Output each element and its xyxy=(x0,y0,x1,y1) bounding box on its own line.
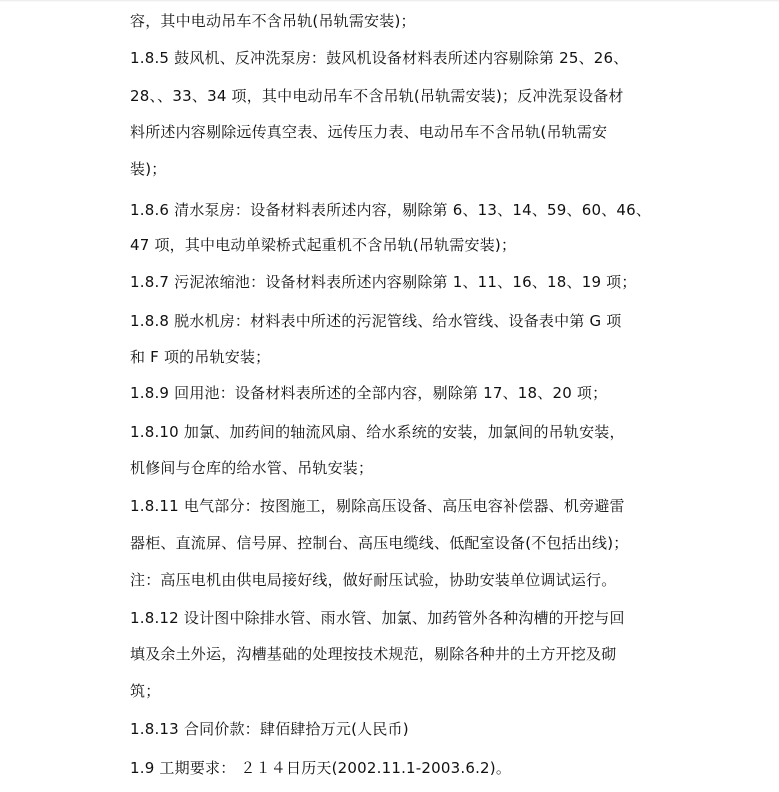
text-line: 1.8.5 鼓风机、反冲洗泵房：鼓风机设备材料表所述内容剔除第 25、26、 xyxy=(130,49,629,67)
text-line: 容，其中电动吊车不含吊轨(吊轨需安装)； xyxy=(130,12,416,30)
text-line: 填及余土外运，沟槽基础的处理按技术规范，剔除各种井的土方开挖及砌 xyxy=(130,645,617,663)
text-line: 1.8.8 脱水机房：材料表中所述的污泥管线、给水管线、设备表中第 G 项 xyxy=(130,312,622,330)
text-line: 和 F 项的吊轨安装； xyxy=(130,348,271,366)
text-line: 1.8.7 污泥浓缩池：设备材料表所述内容剔除第 1、11、16、18、19 项； xyxy=(130,273,637,291)
text-line: 1.8.10 加氯、加药间的轴流风扇、给水系统的安装，加氯间的吊轨安装， xyxy=(130,423,625,441)
text-line: 28、、33、34 项，其中电动吊车不含吊轨(吊轨需安装)；反冲洗泵设备材 xyxy=(130,87,624,105)
text-line: 1.8.11 电气部分：按图施工，剔除高压设备、高压电容补偿器、机旁避雷 xyxy=(130,497,625,515)
text-line: 47 项，其中电动单梁桥式起重机不含吊轨(吊轨需安装)； xyxy=(130,236,517,254)
text-line: 1.8.6 清水泵房：设备材料表所述内容，剔除第 6、13、14、59、60、46、 xyxy=(130,201,652,219)
text-line: 装)； xyxy=(130,160,167,178)
text-line: 1.8.12 设计图中除排水管、雨水管、加氯、加药管外各种沟槽的开挖与回 xyxy=(130,609,625,627)
text-line: 机修间与仓库的给水管、吊轨安装； xyxy=(130,459,374,477)
text-line: 1.8.13 合同价款：肆佰肆拾万元(人民币) xyxy=(130,720,409,738)
page-top-edge xyxy=(0,0,779,2)
text-line: 注：高压电机由供电局接好线，做好耐压试验，协助安装单位调试运行。 xyxy=(130,571,617,589)
text-line: 料所述内容剔除远传真空表、远传压力表、电动吊车不含吊轨(吊轨需安 xyxy=(130,123,608,141)
text-line: 1.8.9 回用池：设备材料表所述的全部内容，剔除第 17、18、20 项； xyxy=(130,384,608,402)
text-line: 1.9 工期要求： ２１４日历天(2002.11.1-2003.6.2)。 xyxy=(130,759,512,777)
text-line: 筑； xyxy=(130,682,161,700)
text-line: 器柜、直流屏、信号屏、控制台、高压电缆线、低配室设备(不包括出线)； xyxy=(130,534,629,552)
